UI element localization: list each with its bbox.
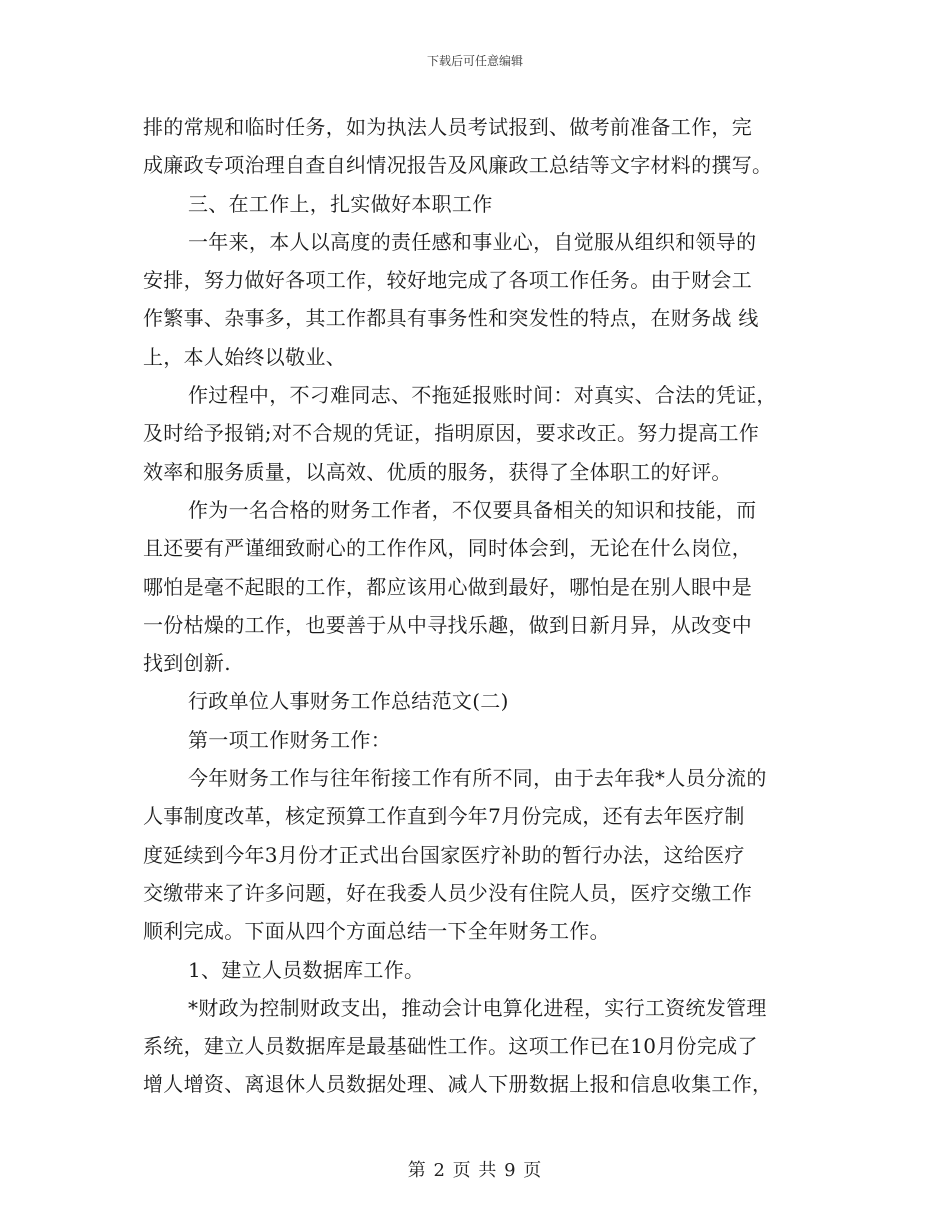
text-line: 且还要有严谨细致耐心的工作作风，同时体会到，无论在什么岗位，: [143, 536, 752, 561]
text-line: 1、建立人员数据库工作。: [188, 957, 425, 982]
text-line: 三、在工作上，扎实做好本职工作: [188, 191, 493, 216]
text-line: 作过程中，不刁难同志、不拖延报账时间：对真实、合法的凭证，: [188, 383, 777, 408]
text-line: 顺利完成。下面从四个方面总结一下全年财务工作。: [143, 919, 610, 944]
text-line: 系统，建立人员数据库是最基础性工作。这项工作已在10月份完成了: [143, 1034, 758, 1059]
text-line: 排的常规和临时任务，如为执法人员考试报到、做考前准备工作，完: [143, 115, 752, 139]
text-line: 第一项工作财务工作：: [188, 727, 391, 752]
text-line: 安排，努力做好各项工作，较好地完成了各项工作任务。由于财会工: [143, 268, 752, 293]
text-line: 今年财务工作与往年衔接工作有所不同，由于去年我*人员分流的: [188, 766, 767, 791]
text-line: 找到创新.: [143, 651, 231, 676]
text-line: 度延续到今年3月份才正式出台国家医疗补助的暂行办法，这给医疗: [143, 842, 745, 867]
document-body: [143, 108, 809, 1104]
text-line: 一份枯燥的工作，也要善于从中寻找乐趣，做到日新月异，从改变中: [143, 612, 752, 637]
text-line: 一年来，本人以高度的责任感和事业心，自觉服从组织和领导的: [188, 229, 757, 254]
text-line: 及时给予报销;对不合规的凭证，指明原因，要求改正。努力提高工作: [143, 421, 760, 446]
text-line: 作为一名合格的财务工作者，不仅要具备相关的知识和技能，而: [188, 497, 757, 522]
text-line: 哪怕是毫不起眼的工作，都应该用心做到最好，哪怕是在别人眼中是: [143, 574, 752, 599]
page-number: 第 2 页 共 9 页: [407, 1160, 543, 1181]
text-line: 效率和服务质量，以高效、优质的服务，获得了全体职工的好评。: [143, 459, 732, 484]
text-line: 交缴带来了许多问题，好在我委人员少没有住院人员，医疗交缴工作: [143, 880, 752, 905]
text-line: *财政为控制财政支出，推动会计电算化进程，实行工资统发管理: [188, 995, 767, 1020]
text-line: 行政单位人事财务工作总结范文(二): [188, 689, 509, 714]
text-line: 增人增资、离退休人员数据处理、减人下册数据上报和信息收集工作，: [143, 1072, 773, 1097]
text-line: 成廉政专项治理自查自纠情况报告及风廉政工总结等文字材料的撰写。: [143, 153, 773, 178]
page-header: 下载后可任意编辑: [426, 54, 523, 68]
text-line: 人事制度改革，核定预算工作直到今年7月份完成，还有去年医疗制: [143, 804, 745, 829]
text-line: 上，本人始终以敬业、: [143, 344, 346, 369]
text-line: 作繁事、杂事多，其工作都具有事务性和突发性的特点，在财务战 线: [143, 306, 759, 331]
